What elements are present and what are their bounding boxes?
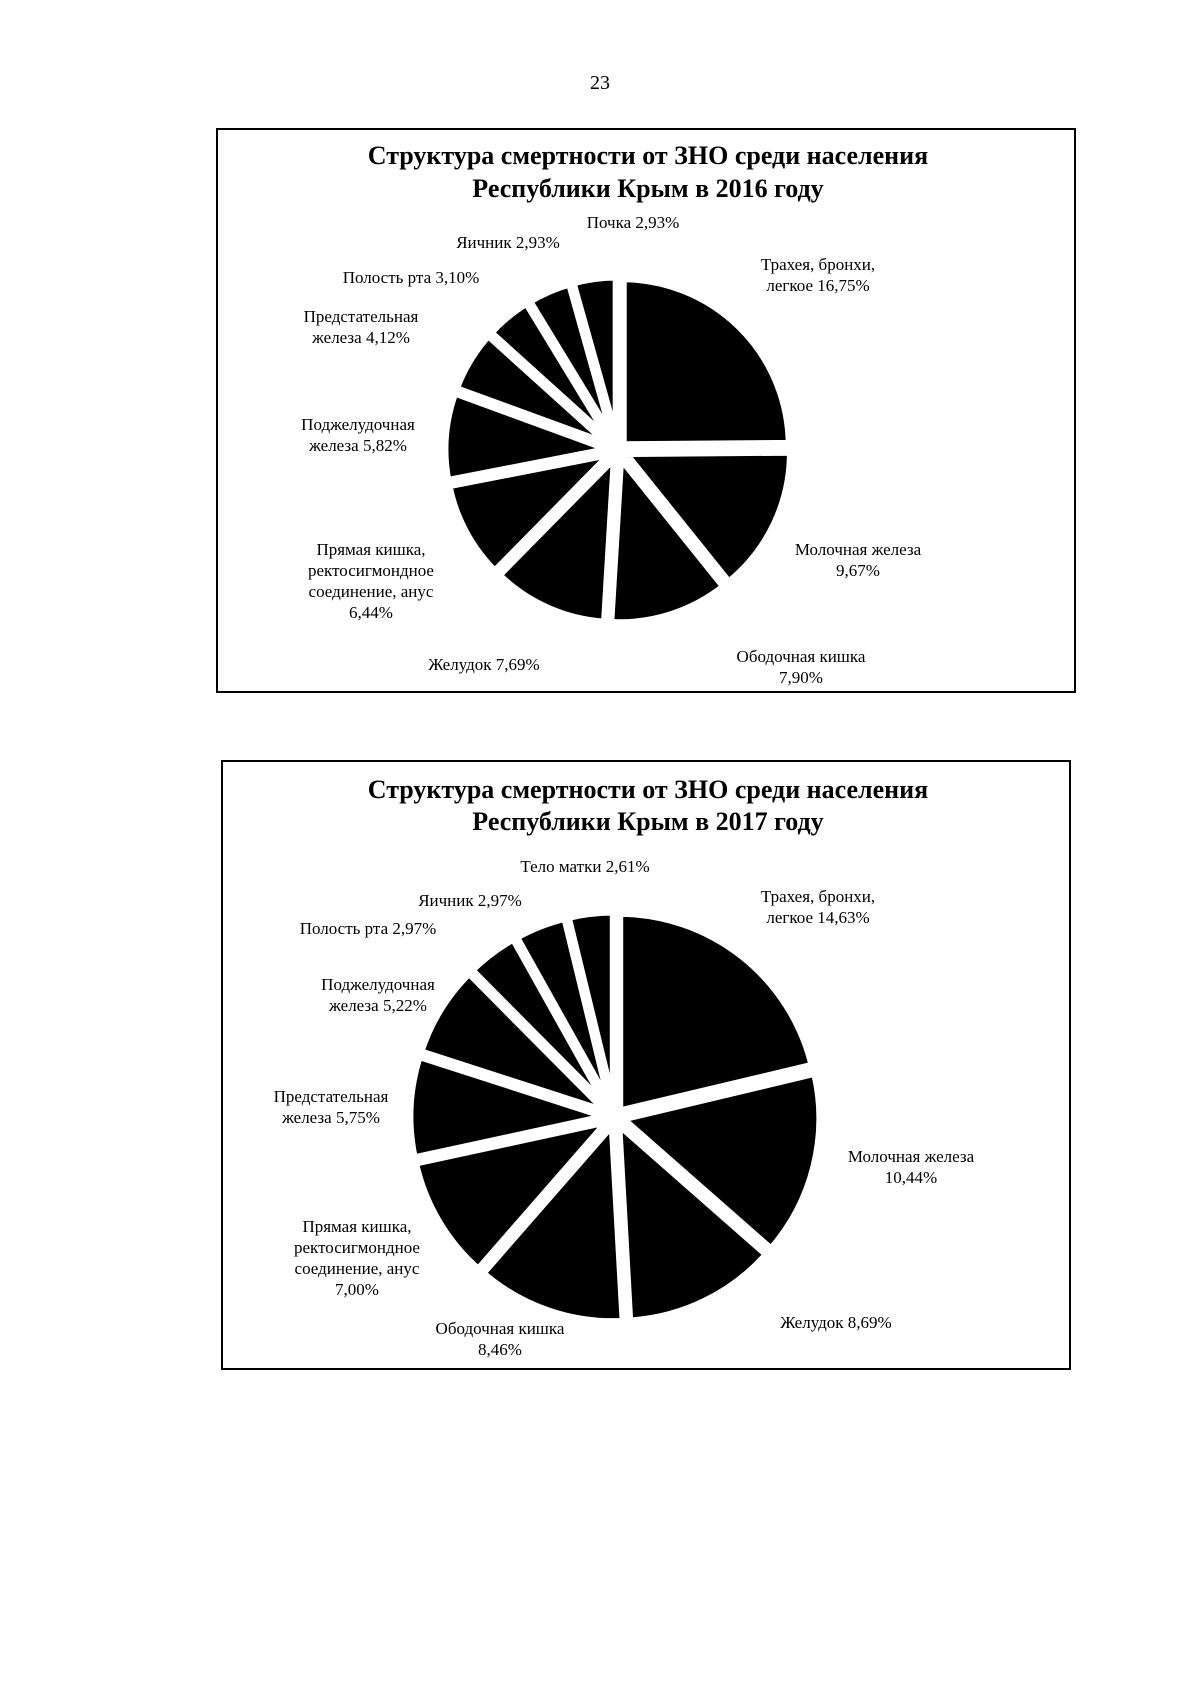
- chart-2017-label-9: Яичник 2,97%: [418, 891, 522, 910]
- chart-2017-label-4: Ободочная кишка 8,46%: [435, 1319, 565, 1359]
- chart-2017-label-6: Предстательная железа 5,75%: [273, 1087, 389, 1127]
- chart-2017-label-10: Тело матки 2,61%: [520, 857, 650, 876]
- chart-2016-label-7: Предстательная железа 4,12%: [303, 307, 419, 347]
- chart-2016-label-3: Ободочная кишка 7,90%: [736, 647, 866, 687]
- chart-2016-label-2: Молочная железа 9,67%: [794, 540, 922, 580]
- chart-2017-label-2: Молочная железа 10,44%: [847, 1147, 975, 1187]
- chart-2016-svg: [218, 130, 1078, 695]
- chart-2016-title-line-1: Структура смертности от ЗНО среди населения: [367, 141, 929, 170]
- chart-2016-label-10: Почка 2,93%: [586, 213, 680, 232]
- chart-2016-label-4: Желудок 7,69%: [428, 655, 540, 674]
- chart-2017-label-1: Трахея, бронхи, легкое 14,63%: [760, 887, 876, 927]
- chart-2016-label-5: Прямая кишка, ректосигмондное соединение, анус 6,44%: [308, 540, 434, 622]
- chart-2017-label-8: Полость рта 2,97%: [299, 919, 437, 938]
- chart-2016-label-1: Трахея, бронхи, легкое 16,75%: [760, 255, 876, 295]
- chart-2016-slice-1: [622, 278, 790, 446]
- chart-2017-label-7: Поджелудочная железа 5,22%: [321, 975, 435, 1015]
- chart-2016-panel: [216, 128, 1076, 693]
- chart-2016-title-line-2: Республики Крым в 2016 году: [472, 174, 824, 203]
- page-number: 23: [590, 72, 610, 94]
- chart-2017-label-3: Желудок 8,69%: [780, 1313, 892, 1332]
- chart-2016-label-6: Поджелудочная железа 5,82%: [301, 415, 415, 455]
- chart-2016-label-9: Яичник 2,93%: [456, 233, 560, 252]
- chart-2016-label-8: Полость рта 3,10%: [342, 268, 480, 287]
- chart-2017-title-line-1: Структура смертности от ЗНО среди населения: [367, 775, 929, 804]
- chart-2017-label-5: Прямая кишка, ректосигмондное соединение, анус 7,00%: [294, 1217, 420, 1299]
- chart-2017-panel: [221, 760, 1071, 1370]
- chart-2017-title-line-2: Республики Крым в 2017 году: [472, 807, 824, 836]
- chart-2017-svg: [223, 762, 1073, 1372]
